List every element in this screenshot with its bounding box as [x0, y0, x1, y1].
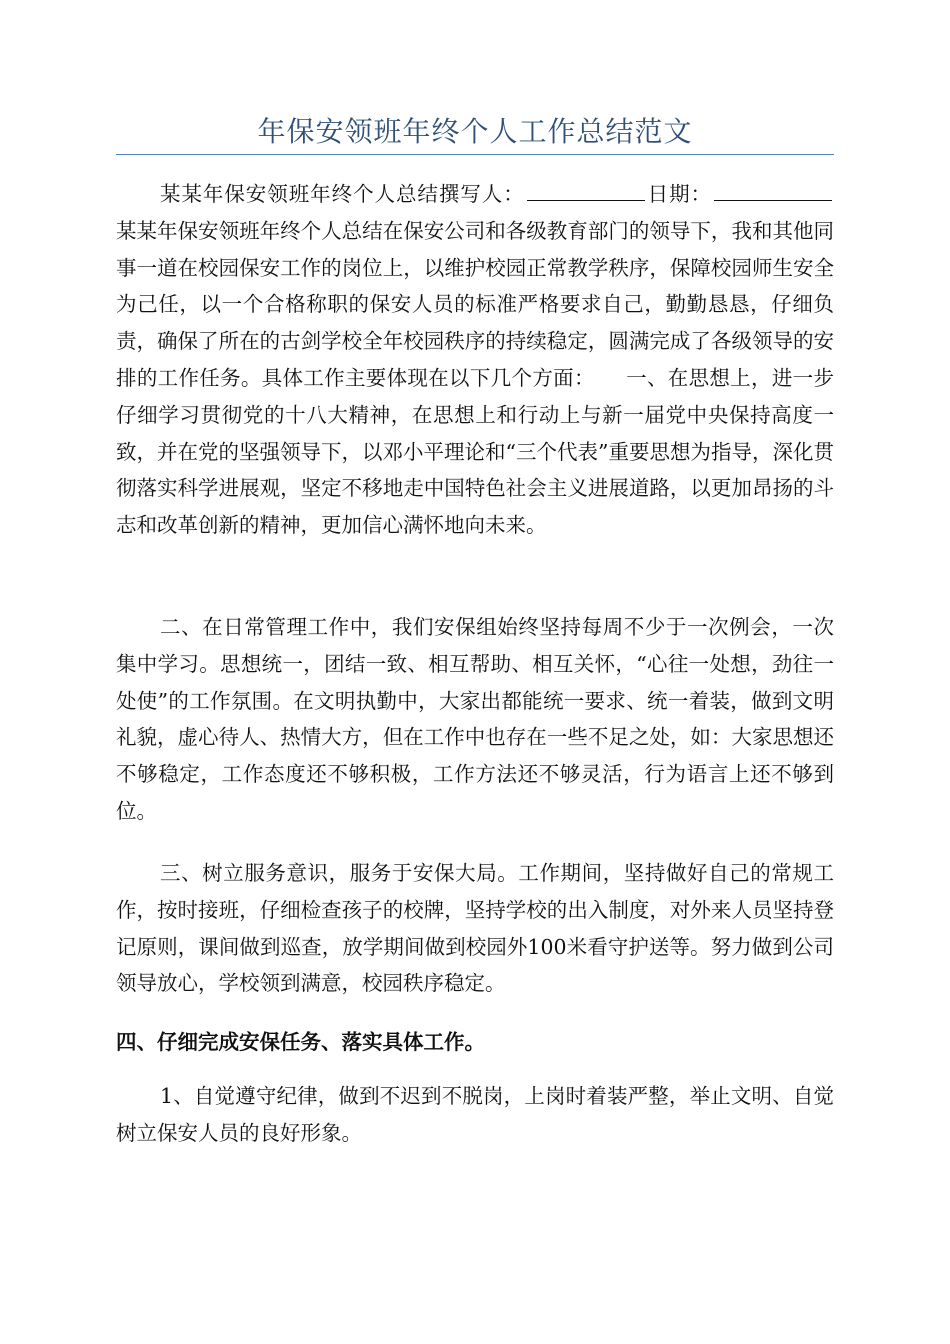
paragraph-1-text: 某某年保安领班年终个人总结在保安公司和各级教育部门的领导下，我和其他同事一道在校园保安工作的岗位上，以维护校园正常教学秩序，保障校园师生安全为己任，以一个合格称职的保安人员的标准严格要求自己，勤勤恳恳，仔细负责，确保了所在的古剑学校全年校园秩序的持续稳定，圆满完成了各级领导的安排的工作任务。具体工作主要体现在以下几个方面： 一、在思想上，进一步仔细学习贯彻党的十八大精神，在思想上和行动上与新一届党中央保持高度一致，并在党的坚强领导下，以邓小平理论和“三个代表”重要思想为指导，深化贯彻落实科学进展观，坚定不移地走中国特色社会主义进展道路，以更加昂扬的斗志和改革创新的精神，更加信心满怀地向未来。 — [116, 218, 834, 538]
section-heading-4: 四、仔细完成安保任务、落实具体工作。 — [116, 1030, 485, 1054]
author-blank — [527, 180, 645, 201]
document-title: 年保安领班年终个人工作总结范文 — [257, 115, 693, 148]
paragraph-3 — [116, 855, 834, 1002]
paragraph-5-text: 1、自觉遵守纪律，做到不迟到不脱岗，上岗时着装严整，举止文明、自觉树立保安人员的良好形象。 — [116, 1084, 834, 1145]
paragraph-2 — [116, 609, 834, 830]
date-blank — [714, 180, 832, 201]
paragraph-2-text: 二、在日常管理工作中，我们安保组始终坚持每周不少于一次例会，一次集中学习。思想统一，团结一致、相互帮助、相互关怀，“心往一处想，劲往一处使”的工作氛围。在文明执勤中，大家出都能统一要求、统一着装，做到文明礼貌，虚心待人、热情大方，但在工作中也存在一些不足之处，如：大家思想还不够稳定，工作态度还不够积极，工作方法还不够灵活，行为语言上还不够到位。 — [116, 615, 834, 823]
title-underline — [116, 154, 834, 155]
paragraph-5 — [116, 1078, 834, 1152]
date-label: 日期： — [646, 182, 713, 206]
paragraph-intro — [116, 176, 834, 544]
paragraph-3-text: 三、树立服务意识，服务于安保大局。工作期间，坚持做好自己的常规工作，按时接班，仔细检查孩子的校牌，坚持学校的出入制度，对外来人员坚持登记原则，课间做到巡查，放学期间做到校园外100米看守护送等。努力做到公司领导放心，学校领到满意，校园秩序稳定。 — [116, 861, 834, 996]
intro-label: 某某年保安领班年终个人总结撰写人： — [160, 182, 525, 206]
